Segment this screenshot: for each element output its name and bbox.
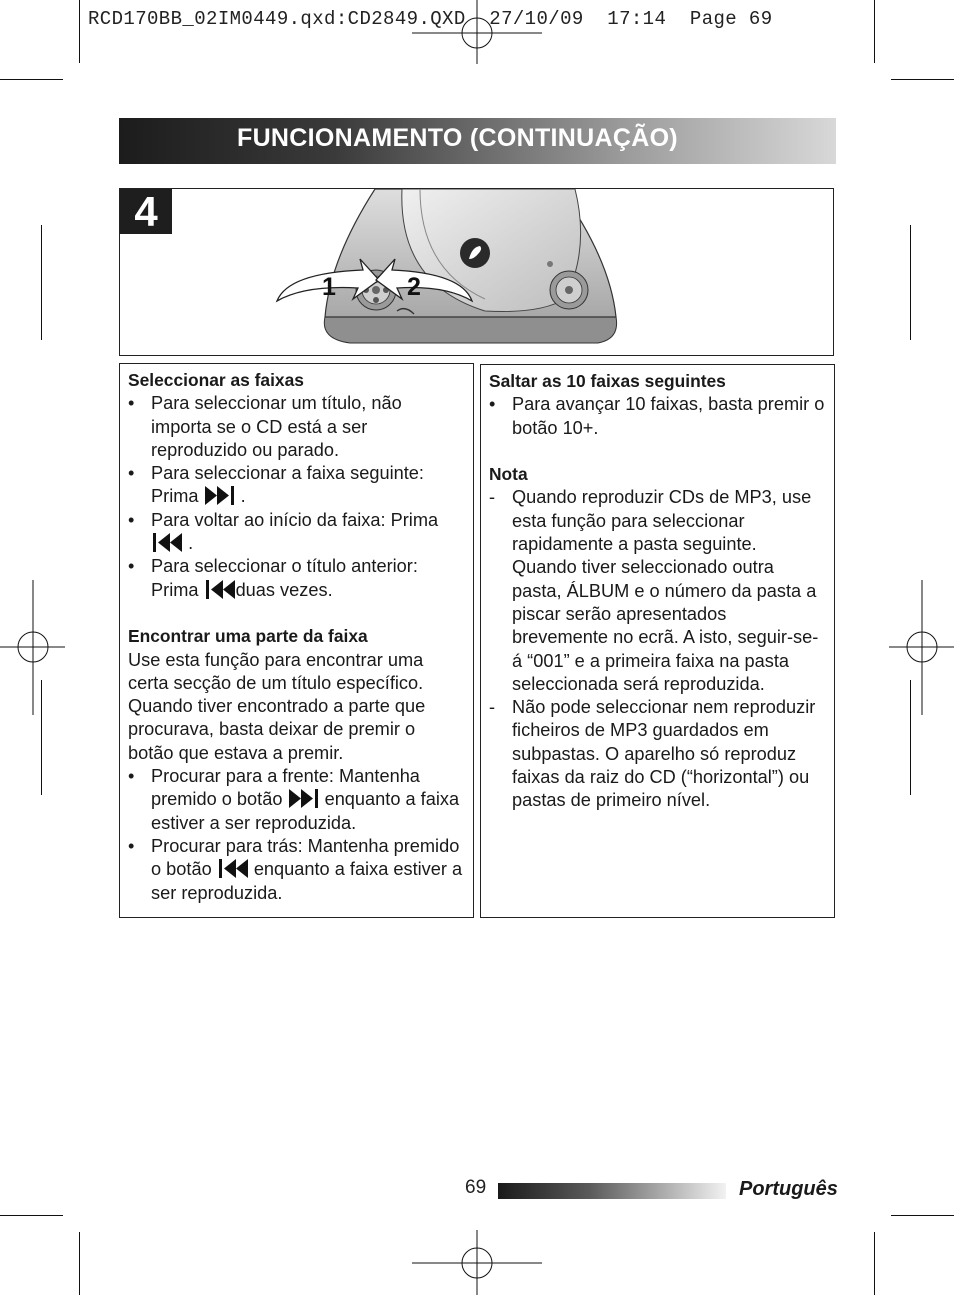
callout-2: 2 bbox=[407, 273, 421, 301]
crop-mark-icon bbox=[0, 1215, 63, 1216]
rewind-icon bbox=[217, 858, 249, 879]
find-intro-text: Use esta função para encontrar uma certa secção de um título específico. Quando tiver encontrado a parte que procurava, basta deixar de premir o botão que estava a premir. bbox=[128, 649, 426, 763]
print-slug: RCD170BB_02IM0449.qxd:CD2849.QXD 27/10/09 17:14 Page 69 bbox=[88, 8, 773, 30]
footer-language: Português bbox=[739, 1178, 838, 1200]
bullet-icon: • bbox=[128, 509, 135, 530]
crop-mark-icon bbox=[874, 0, 875, 63]
registration-mark-icon bbox=[0, 580, 65, 715]
crop-mark-icon bbox=[0, 79, 63, 80]
list-item: • Para seleccionar um título, não importa se o CD está a ser reproduzido ou parado. bbox=[128, 393, 402, 460]
crop-mark-icon bbox=[910, 225, 911, 340]
crop-mark-icon bbox=[891, 79, 954, 80]
figure-panel bbox=[119, 188, 834, 356]
list-item: - Quando reproduzir CDs de MP3, use esta função para seleccionar rapidamente a pasta seguinte. Quando tiver seleccionado outra pasta, ÁLBUM e o número da pasta a piscar serão apresentados brevemente no ecrã. A isto, seguir-se-á “001” e a primeira faixa na pasta seleccionada será reproduzida. bbox=[489, 487, 819, 694]
callout-1: 1 bbox=[322, 273, 336, 301]
right-instructions-panel bbox=[480, 364, 835, 918]
dash-marker: - bbox=[489, 697, 496, 718]
skip-forward-icon bbox=[204, 485, 236, 506]
note-heading: Nota bbox=[489, 464, 528, 485]
crop-mark-icon bbox=[41, 225, 42, 340]
section-banner bbox=[119, 118, 836, 164]
registration-mark-icon bbox=[412, 0, 542, 64]
bullet-icon: • bbox=[128, 556, 135, 577]
list-item: - Não pode seleccionar nem reproduzir ficheiros de MP3 guardados em subpastas. O aparelho só reproduz faixas da raiz do CD (“horizontal”) ou pastas de primeiro nível. bbox=[489, 697, 816, 811]
crop-mark-icon bbox=[79, 1232, 80, 1295]
dash-marker: - bbox=[489, 487, 496, 508]
footer-gradient-bar bbox=[498, 1183, 726, 1199]
registration-mark-icon bbox=[412, 1230, 542, 1295]
skip-back-icon bbox=[151, 532, 183, 553]
crop-mark-icon bbox=[79, 0, 80, 63]
crop-mark-icon bbox=[874, 1232, 875, 1295]
cd-player-illustration bbox=[120, 189, 833, 355]
crop-mark-icon bbox=[891, 1215, 954, 1216]
list-item: • Procurar para trás: Mantenha premido o botão enquanto a faixa estiver a ser reproduzida. bbox=[128, 835, 463, 903]
bullet-icon: • bbox=[128, 393, 135, 414]
page-title: FUNCIONAMENTO (CONTINUAÇÃO) bbox=[237, 124, 678, 152]
list-item: • Para voltar ao início da faixa: Prima . bbox=[128, 509, 439, 554]
list-item: • Para seleccionar o título anterior: Prima duas vezes. bbox=[128, 556, 418, 600]
skip-ten-heading: Saltar as 10 faixas seguintes bbox=[489, 371, 726, 391]
registration-mark-icon bbox=[889, 580, 954, 715]
bullet-icon: • bbox=[128, 835, 135, 856]
list-item: • Procurar para a frente: Mantenha premido o botão enquanto a faixa estiver a ser reproduzida. bbox=[128, 766, 460, 833]
guitar-logo-icon bbox=[460, 238, 490, 268]
bullet-icon: • bbox=[128, 766, 135, 787]
list-item: • Para seleccionar a faixa seguinte: Prima . bbox=[128, 463, 424, 507]
step-number-badge: 4 bbox=[120, 189, 172, 234]
skip-back-icon bbox=[204, 579, 236, 600]
left-instructions-panel bbox=[119, 363, 474, 918]
select-tracks-heading: Seleccionar as faixas bbox=[128, 370, 304, 390]
list-item: • Para avançar 10 faixas, basta premir o botão 10+. bbox=[489, 394, 825, 438]
bullet-icon: • bbox=[128, 463, 135, 484]
fast-forward-icon bbox=[288, 788, 320, 809]
find-part-heading: Encontrar uma parte da faixa bbox=[128, 626, 368, 647]
page-number: 69 bbox=[465, 1177, 487, 1198]
bullet-icon: • bbox=[489, 394, 496, 415]
